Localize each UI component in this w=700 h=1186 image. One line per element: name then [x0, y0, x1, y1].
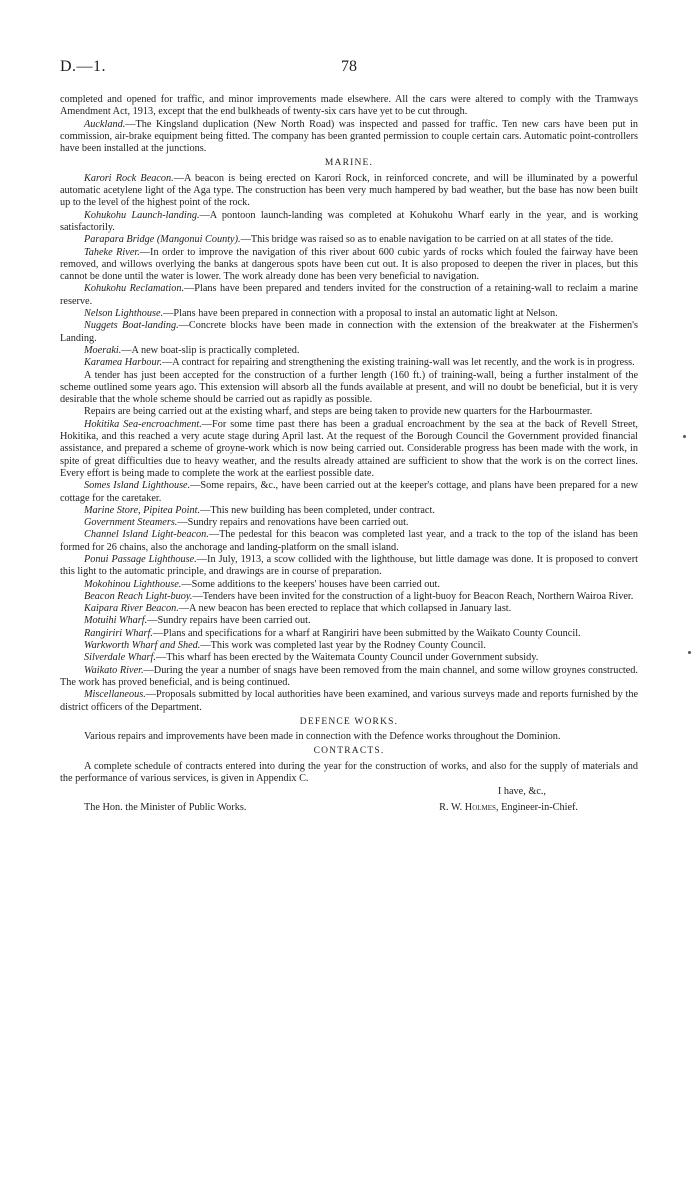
- marine-item-title: Nuggets Boat-landing.: [84, 320, 179, 332]
- marine-item-title: Ponui Passage Lighthouse.: [84, 553, 197, 565]
- marine-item-title: Marine Store, Pipitea Point.: [84, 504, 201, 516]
- marine-item-title: Rangiriri Wharf.: [84, 627, 153, 639]
- page-header: [60, 58, 638, 78]
- marine-item-text: —A beacon is being erected on Karori Rock, in reinforced concrete, and will be illuminated by a powerful automatic acetylene light of the Aga type. The construction has been very much hampered by bad weather, but the base has now been built up to the level of the highest point of the rock.: [60, 172, 638, 209]
- marine-item-text: —A new boat-slip is practically completed.: [121, 344, 300, 356]
- marine-item-text: —Plans have been prepared and tenders invited for the construction of a retaining-wall to reclaim a marine reserve.: [60, 283, 638, 307]
- marine-item-text: —Concrete blocks have been made in connection with the extension of the breakwater at the Fishermen's Landing.: [60, 320, 638, 344]
- paragraph-intro: completed and opened for traffic, and minor improvements made elsewhere. All the cars were altered to comply with the Tramways Amendment Act, 1913, except that the end bulkheads of twenty-six cars have yet to be cut through.: [60, 94, 638, 118]
- salutation: I have, &c.,: [497, 786, 546, 798]
- marine-item-title: Karori Rock Beacon.: [84, 172, 174, 184]
- marine-item-title: Kohukohu Reclamation.: [84, 283, 185, 295]
- marine-item-title: Moeraki.: [84, 344, 122, 356]
- addressee: The Hon. the Minister of Public Works.: [84, 802, 247, 814]
- marine-item: [60, 480, 638, 505]
- marine-item-text: —Sundry repairs have been carried out.: [147, 615, 311, 627]
- marine-item-text: —Proposals submitted by local authorities have been examined, and various surveys made and reports furnished by the district officers of the Department.: [60, 689, 638, 713]
- section-heading-contracts: CONTRACTS.: [313, 746, 385, 757]
- marine-item-title: Kaipara River Beacon.: [84, 603, 179, 615]
- marine-item-text: —For some time past there has been a gradual encroachment by the sea at the back of Revell Street, Hokitika, and this reached a very acute stage during April last. At the request of the Borough Council the Government provided financial assistance, and prepared a scheme of groyne-work which is now being carried out. Considerable progress has been made with the work, in spite of great difficulties due to heavy weather, and the results already attained are sufficient to show that the work is on the correct lines. Every effort is being made to complete the work at the earliest possible date.: [60, 418, 638, 479]
- marine-item-text: —Tenders have been invited for the construction of a light-buoy for Beacon Reach, Northern Wairoa River.: [192, 590, 634, 602]
- marine-item-title: Beacon Reach Light-buoy.: [84, 590, 193, 602]
- marine-item-title: Somes Island Lighthouse.: [84, 480, 191, 492]
- marine-item-title: Waikato River.: [84, 664, 144, 676]
- paragraph-auckland: Auckland.—The Kingsland duplication (New North Road) was inspected and passed for traffic. Ten new cars have been put in commission, air-brake equipment being fitted. The company has been granted permission to couple certain cars. Automatic point-controllers have been installed at the junctions.: [60, 118, 638, 155]
- page-number: 78: [341, 58, 357, 75]
- signature: [439, 802, 578, 814]
- marine-item: [60, 419, 638, 480]
- marine-item-text: —In July, 1913, a scow collided with the lighthouse, but little damage was done. It is proposed to convert this light to the automatic principle, and drawings are in course of preparation.: [60, 553, 638, 578]
- marine-item: [60, 308, 638, 320]
- marine-item: [60, 505, 638, 517]
- marine-item-text: —A pontoon launch-landing was completed at Kohukohu Wharf early in the year, and is working satisfactorily.: [60, 209, 639, 233]
- marine-item-text: —Some repairs, &c., have been carried out at the keeper's cottage, and plans have been prepared for a new cottage for the caretaker.: [60, 480, 638, 504]
- marine-item: [60, 652, 638, 664]
- marine-item-title: Taheke River.: [84, 246, 140, 258]
- marine-item: [60, 320, 638, 345]
- marine-item-text: —Some additions to the keepers' houses have been carried out.: [181, 578, 440, 590]
- marine-item-title: Nelson Lighthouse.: [84, 308, 164, 320]
- marine-item-text: —This wharf has been erected by the Waitemata County Council under Government subsidy.: [155, 652, 539, 664]
- marine-item-title: Warkworth Wharf and Shed.: [84, 640, 201, 652]
- marine-item-text: —This bridge was raised so as to enable navigation to be carried on at all states of the tide.: [240, 234, 614, 246]
- marine-item: [60, 517, 638, 529]
- marine-item-text: —Sundry repairs and renovations have been carried out.: [177, 517, 409, 529]
- marine-item-title: Channel Island Light-beacon.: [84, 529, 209, 541]
- marine-item-text: —The pedestal for this beacon was completed last year, and a track to the top of the island has been formed for 26 chains, also the anchorage and landing-platform on the small island.: [60, 529, 638, 553]
- marine-item-text: —Plans and specifications for a wharf at Rangiriri have been submitted by the Waikato County Council.: [152, 627, 581, 639]
- marine-item: [60, 529, 638, 554]
- marine-item-title: Parapara Bridge (Mangonui County).: [84, 234, 241, 246]
- marine-item: [60, 579, 638, 591]
- paragraph-contracts: A complete schedule of contracts entered into during the year for the construction of works, and also for the supply of materials and the performance of various services, is given in Appendix C.: [60, 760, 638, 785]
- marine-item: [60, 247, 638, 284]
- scan-speck: [683, 435, 686, 438]
- document-reference: D.—1.: [60, 58, 107, 75]
- marine-item-text: A tender has just been accepted for the construction of a further length (160 ft.) of training-wall, being a further instalment of the scheme outlined some years ago. This extension will absorb all the funds available at present, and will no doubt be beneficial, but it is very desirable that the whole scheme should be carried out as rapidly as possible.: [60, 369, 638, 406]
- marine-item: [60, 173, 638, 210]
- marine-item: [60, 665, 638, 690]
- section-heading-marine: MARINE.: [324, 158, 374, 169]
- marine-item: [60, 234, 638, 246]
- marine-item: [60, 640, 638, 652]
- scan-speck: [688, 651, 691, 654]
- marine-item-text: —During the year a number of snags have been removed from the main channel, and some willow groynes constructed. The work has proved beneficial, and is being continued.: [60, 664, 638, 688]
- marine-item: [60, 210, 638, 235]
- marine-item: [60, 628, 638, 640]
- marine-item: [60, 603, 638, 615]
- marine-item-text: —This work was completed last year by the Rodney County Council.: [200, 640, 486, 652]
- marine-item-text: Repairs are being carried out at the existing wharf, and steps are being taken to provide new quarters for the Harbourmaster.: [84, 406, 593, 418]
- paragraph-defence: Various repairs and improvements have been made in connection with the Defence works throughout the Dominion.: [84, 731, 561, 743]
- signature-name: R. W. Holmes: [439, 802, 496, 814]
- marine-item-text: —Plans have been prepared in connection with a proposal to instal an automatic light at Nelson.: [163, 308, 558, 320]
- signature-block: [60, 786, 638, 816]
- marine-item: [60, 283, 638, 308]
- marine-item-text: —A contract for repairing and strengthening the existing training-wall was let recently, and the work is in progress.: [162, 357, 635, 369]
- marine-item-text: —A new beacon has been erected to replace that which collapsed in January last.: [178, 603, 512, 615]
- marine-item: [60, 406, 638, 418]
- marine-item: [60, 615, 638, 627]
- marine-item: [60, 591, 638, 603]
- signature-title: , Engineer-in-Chief.: [495, 802, 578, 814]
- marine-items: [60, 173, 638, 714]
- marine-item-title: Motuihi Wharf.: [84, 615, 148, 627]
- marine-item-title: Hokitika Sea-encroachment.: [84, 418, 202, 430]
- marine-item-title: Silverdale Wharf.: [84, 652, 156, 664]
- marine-item-title: Kohukohu Launch-landing.: [84, 209, 200, 221]
- marine-item-title: Miscellaneous.: [84, 689, 146, 701]
- marine-item: [60, 370, 638, 407]
- document-body: [60, 94, 638, 816]
- marine-item-text: —This new building has been completed, under contract.: [200, 504, 435, 516]
- marine-item: [60, 357, 638, 369]
- marine-item-title: Mokohinou Lighthouse.: [84, 578, 182, 590]
- marine-item: [60, 689, 638, 714]
- marine-item-text: —In order to improve the navigation of this river about 600 cubic yards of rocks which fouled the fairway have been removed, and willows overlying the banks at dangerous spots have been cut out. It is also proposed to deepen the river in places, but this cannot be done until the water is lower. The work already done has been very beneficial to navigation.: [60, 246, 639, 283]
- marine-item: [60, 554, 638, 579]
- section-heading-defence: DEFENCE WORKS.: [299, 716, 399, 727]
- marine-item: [60, 345, 638, 357]
- marine-item-title: Government Steamers.: [84, 517, 178, 529]
- marine-item-title: Karamea Harbour.: [84, 357, 163, 369]
